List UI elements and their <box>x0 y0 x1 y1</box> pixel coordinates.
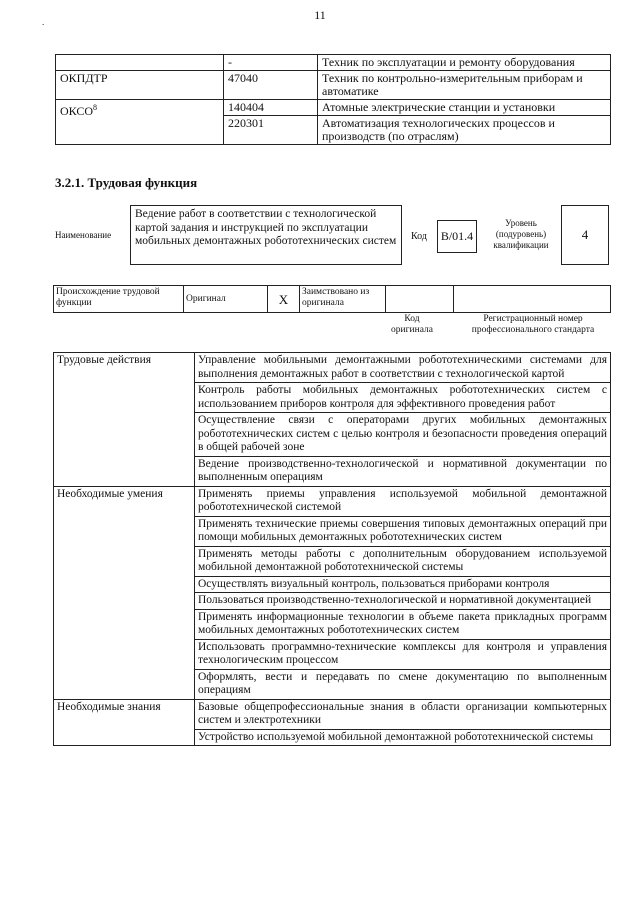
original-label: Оригинал <box>184 286 268 313</box>
function-details-table <box>53 352 611 746</box>
classifier-title: Техник по контрольно-измерительным приборам и автоматике <box>318 71 611 100</box>
list-item: Применять информационные технологии в объеме пакета прикладных программ мобильных демонтажных робототехнических систем <box>195 609 611 639</box>
qualification-level: 4 <box>561 205 609 265</box>
list-item: Применять технические приемы совершения типовых демонтажных операций при помощи мобильных демонтажных робототехнических систем <box>195 516 611 546</box>
list-item: Контроль работы мобильных демонтажных робототехнических систем с использованием приборов контроля для эффективного проведения работ <box>195 383 611 413</box>
page-number: 11 <box>314 8 326 22</box>
list-item: Базовые общепрофессиональные знания в области организации компьютерных систем и электротехники <box>195 699 611 729</box>
function-name: Ведение работ в соответствии с технологической картой задания и инструкцией по эксплуатации мобильных демонтажных робототехнических систем <box>130 205 402 265</box>
function-code: B/01.4 <box>437 220 477 253</box>
classifier-name: ОКСО <box>60 104 94 118</box>
category-knowledge: Необходимые знания <box>54 699 195 746</box>
code-original-label: Код оригинала <box>391 314 433 335</box>
borrowed-label: Заимствовано из оригинала <box>300 286 386 313</box>
table-row <box>54 699 611 729</box>
list-item: Пользоваться производственно-технологической и нормативной документацией <box>195 593 611 610</box>
list-item: Использовать программно-технические комплексы для контроля и управления технологическим процессом <box>195 639 611 669</box>
classifier-code: 140404 <box>224 100 318 116</box>
list-item: Ведение производственно-технологической и нормативной документации по выполненным операциям <box>195 456 611 486</box>
name-label: Наименование <box>55 230 112 240</box>
original-mark: X <box>268 286 300 313</box>
classifier-name: ОКПДТР <box>56 71 224 100</box>
footnote-mark: 8 <box>93 103 98 112</box>
classifier-name-cell <box>56 100 224 145</box>
original-code-cell <box>386 286 454 313</box>
table-row <box>56 55 611 71</box>
classifier-name <box>56 55 224 71</box>
reg-number-label: Регистрационный номер профессионального стандарта <box>471 314 595 335</box>
classifier-title: Атомные электрические станции и установки <box>318 100 611 116</box>
list-item: Применять приемы управления используемой мобильной демонтажной робототехнической системой <box>195 486 611 516</box>
classifier-code: - <box>224 55 318 71</box>
list-item: Оформлять, вести и передавать по смене документацию по выполненным операциям <box>195 669 611 699</box>
list-item: Устройство используемой мобильной демонтажной робототехнической системы <box>195 729 611 746</box>
list-item: Осуществлять визуальный контроль, пользоваться приборами контроля <box>195 576 611 593</box>
table-row <box>56 71 611 100</box>
margin-mark: . <box>42 17 45 27</box>
classification-table <box>55 54 611 145</box>
table-row <box>54 486 611 516</box>
list-item: Осуществление связи с операторами других мобильных демонтажных робототехнических систем с целью контроля и безопасности проведения операций в общей рабочей зоне <box>195 413 611 457</box>
table-row <box>54 353 611 383</box>
table-row <box>56 100 611 116</box>
list-item: Применять методы работы с дополнительным оборудованием используемой мобильной демонтажной робототехнической системы <box>195 546 611 576</box>
section-title: 3.2.1. Трудовая функция <box>55 175 198 190</box>
classifier-code: 47040 <box>224 71 318 100</box>
classifier-title: Техник по эксплуатации и ремонту оборудования <box>318 55 611 71</box>
level-label: Уровень (подуровень) квалификации <box>493 218 549 250</box>
reg-number-cell <box>454 286 611 313</box>
table-row <box>54 286 611 313</box>
origin-label: Происхождение трудовой функции <box>54 286 184 313</box>
code-label: Код <box>411 231 427 242</box>
category-skills: Необходимые умения <box>54 486 195 699</box>
origin-table <box>53 285 611 313</box>
classifier-code: 220301 <box>224 116 318 145</box>
list-item: Управление мобильными демонтажными робототехническими системами для выполнения демонтажных работ в соответствии с технологической картой <box>195 353 611 383</box>
classifier-title: Автоматизация технологических процессов и производств (по отраслям) <box>318 116 611 145</box>
category-actions: Трудовые действия <box>54 353 195 487</box>
